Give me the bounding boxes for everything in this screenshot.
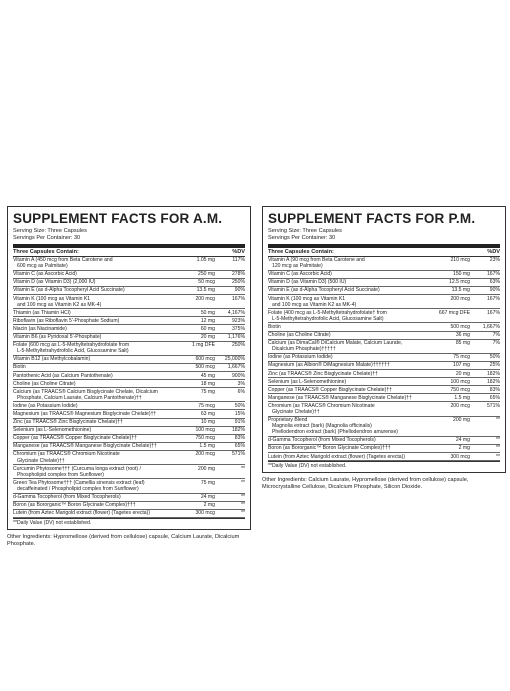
nutrient-name-line: L-5-Methyltetrahydrofolic Acid, Glucosamine Salt) <box>272 315 384 322</box>
nutrient-amount: 1.05 mg <box>196 257 215 264</box>
nutrient-dv: 375% <box>231 325 245 332</box>
nutrient-name <box>13 342 175 354</box>
nutrient-amount: 200 mg <box>198 465 215 472</box>
nutrient-row <box>13 510 245 518</box>
nutrient-row <box>13 279 245 287</box>
am-servings-per-container: Servings Per Container: 30 <box>13 234 81 241</box>
nutrient-name <box>268 296 430 308</box>
nutrient-row <box>13 494 245 502</box>
nutrient-row <box>13 364 245 372</box>
nutrient-dv: 571% <box>486 402 500 409</box>
nutrient-row <box>13 419 245 427</box>
nutrient-name-line: 600 mcg as Palmitate) <box>17 263 68 270</box>
nutrient-name <box>268 417 430 435</box>
nutrient-row <box>268 340 500 354</box>
nutrient-dv: ** <box>241 510 245 517</box>
nutrient-name-line: Calcium (as DimaCal® DiCalcium Malate, Calcium Laurate, <box>268 340 403 347</box>
nutrient-name-line: Calcium (as TRAACS® Calcium Bisglycinate Chelate, Dicalcium <box>13 388 158 395</box>
nutrient-name <box>268 362 430 368</box>
nutrient-name <box>13 451 175 463</box>
nutrient-name <box>13 435 175 441</box>
nutrient-name-line: Lutein (from Aztec Marigold extract (flower) (Tagetes erecta)) <box>13 510 151 517</box>
nutrient-dv: ** <box>496 445 500 452</box>
nutrient-name <box>268 279 430 285</box>
nutrient-name-line: Phosphate, Calcium Laurate, Calcium Pantothenate)†† <box>17 394 142 401</box>
nutrient-dv: ** <box>241 479 245 486</box>
nutrient-name-line: Pantothenic Acid (as Calcium Pantothenate) <box>13 372 113 379</box>
nutrient-dv: 6% <box>237 388 245 395</box>
nutrient-name <box>268 387 430 393</box>
nutrient-name <box>13 403 175 409</box>
nutrient-amount: 600 mcg <box>195 356 215 363</box>
nutrient-name <box>13 427 175 433</box>
nutrient-name-line: Vitamin A (90 mcg from Beta Carotene and <box>268 257 365 264</box>
nutrient-name-line: Biotin <box>13 364 26 371</box>
nutrient-name <box>13 296 175 308</box>
nutrient-amount: 500 mcg <box>450 323 470 330</box>
nutrient-name-line: Glycinate Chelate)†† <box>272 408 320 415</box>
nutrient-row <box>13 427 245 435</box>
nutrient-amount: 20 mg <box>455 370 470 377</box>
nutrient-dv: 65% <box>234 443 245 450</box>
nutrient-name <box>13 419 175 425</box>
nutrient-dv: 3% <box>237 380 245 387</box>
nutrient-amount: 150 mg <box>453 271 470 278</box>
nutrient-name-line: and 100 mcg as Vitamin K2 as MK-4) <box>17 301 102 308</box>
nutrient-name <box>268 310 430 322</box>
nutrient-name-line: Choline (as Choline Citrate) <box>13 380 76 387</box>
nutrient-amount: 24 mg <box>200 494 215 500</box>
pm-table-header <box>268 249 500 257</box>
nutrient-amount: 36 mg <box>455 332 470 339</box>
nutrient-name-line: Phospholipid complex from Sunflower) <box>17 471 104 478</box>
nutrient-name-line: Vitamin D (as Vitamin D3) (2,000 IU) <box>13 279 96 286</box>
nutrient-amount: 200 mcg <box>195 451 215 458</box>
am-table-header <box>13 249 245 257</box>
nutrient-row <box>268 287 500 295</box>
nutrient-name <box>13 257 175 269</box>
nutrient-name <box>268 271 430 277</box>
nutrient-name-line: Selenium (as L-Selenomethionine) <box>268 378 347 385</box>
nutrient-dv: 63% <box>489 279 500 286</box>
pm-serving-size: Serving Size: Three Capsules <box>268 228 342 234</box>
nutrient-row <box>13 257 245 271</box>
nutrient-name-line: Choline (as Choline Citrate) <box>268 332 331 339</box>
nutrient-dv: 167% <box>231 295 245 302</box>
nutrient-name <box>268 257 430 269</box>
nutrient-row <box>268 445 500 453</box>
nutrient-dv: 25% <box>489 362 500 369</box>
nutrient-name-line: Selenium (as L-Selenomethionine) <box>13 427 92 434</box>
nutrient-amount: 200 mcg <box>450 402 470 409</box>
nutrient-name <box>268 287 430 293</box>
nutrient-name-line: Proprietary Blend <box>268 417 308 424</box>
nutrient-amount: 100 mcg <box>450 378 470 385</box>
pm-facts-box <box>262 206 506 473</box>
nutrient-name-line: Vitamin C (as Ascorbic Acid) <box>13 271 77 278</box>
nutrient-amount: 750 mcg <box>195 435 215 442</box>
nutrient-dv: 25,000% <box>224 356 245 363</box>
am-header-name: Three Capsules Contain: <box>13 248 79 255</box>
nutrient-name <box>268 437 430 443</box>
nutrient-row <box>268 386 500 394</box>
nutrient-name-line: Copper (as TRAACS® Copper Bisglycinate Chelate)†† <box>268 386 392 393</box>
nutrient-amount: 13.5 mg <box>451 287 470 294</box>
nutrient-dv: 4,167% <box>227 309 245 316</box>
nutrient-name <box>13 510 175 516</box>
nutrient-name <box>13 381 175 387</box>
nutrient-name <box>268 354 430 360</box>
nutrient-dv: 7% <box>492 340 500 347</box>
nutrient-dv: 90% <box>234 287 245 294</box>
nutrient-row <box>268 354 500 362</box>
nutrient-dv: ** <box>241 494 245 500</box>
nutrient-row <box>268 453 500 461</box>
nutrient-dv: 50% <box>489 354 500 361</box>
nutrient-name <box>268 332 430 338</box>
nutrient-amount: 1.5 mg <box>199 443 215 450</box>
nutrient-dv: 923% <box>231 317 245 324</box>
nutrient-name-line: Iodine (as Potassium Iodide) <box>13 402 78 409</box>
nutrient-dv: 167% <box>486 309 500 316</box>
nutrient-name-line: L-5-Methyltetrahydrofolic Acid, Glucosamine Salt) <box>17 348 129 355</box>
nutrient-name <box>268 395 430 401</box>
nutrient-name-line: Manganese (as TRAACS® Manganese Bisglycinate Chelate)†† <box>268 394 412 401</box>
nutrient-name-line: Phellodendron extract (bark) (Phellodendron amurense) <box>272 429 398 436</box>
nutrient-row <box>268 437 500 445</box>
nutrient-dv: 278% <box>231 271 245 278</box>
nutrient-name-line: Vitamin K (100 mcg as Vitamin K1 <box>13 295 91 302</box>
nutrient-amount: 300 mcg <box>195 510 215 517</box>
nutrient-amount: 1 mg DFE <box>192 342 215 349</box>
nutrient-name-line: Chromium (as TRAACS® Chromium Nicotinate <box>268 402 375 409</box>
nutrient-dv: ** <box>496 417 500 424</box>
nutrient-dv: 90% <box>489 287 500 294</box>
nutrient-name-line: Magnesium (as Albion® DiMagnesium Malate)†††††† <box>268 362 390 369</box>
nutrient-dv: 15% <box>234 410 245 417</box>
nutrient-name-line: Magnesium (as TRAACS® Magnesium Bisglycinate Chelate)†† <box>13 410 157 417</box>
nutrient-name-line: Thiamin (as Thiamin HCl) <box>13 309 71 316</box>
nutrient-amount: 20 mg <box>200 334 215 341</box>
am-facts-box <box>7 206 251 530</box>
nutrient-row <box>13 372 245 380</box>
nutrient-row <box>268 271 500 279</box>
nutrient-amount: 200 mcg <box>450 295 470 302</box>
nutrient-name <box>268 371 430 377</box>
nutrient-name-line: 120 mcg as Palmitate) <box>272 263 323 270</box>
nutrient-row <box>268 394 500 402</box>
nutrient-name-line: and 100 mcg as Vitamin K2 as MK-4) <box>272 301 357 308</box>
nutrient-name <box>13 389 175 401</box>
nutrient-amount: 85 mg <box>455 340 470 347</box>
nutrient-dv: 91% <box>234 419 245 426</box>
nutrient-name-line: Dicalcium Phosphate)††††† <box>272 346 336 353</box>
nutrient-row <box>268 279 500 287</box>
nutrient-row <box>13 465 245 479</box>
pm-header-dv: %DV <box>487 248 500 255</box>
nutrient-name-line: Niacin (as Niacinamide) <box>13 325 67 332</box>
nutrient-name <box>268 340 430 352</box>
nutrient-amount: 300 mcg <box>450 453 470 460</box>
nutrient-amount: 500 mcg <box>195 364 215 371</box>
nutrient-name-line: Vitamin B6 (as Pyridoxal 5'-Phosphate) <box>13 334 102 341</box>
nutrient-name-line: Green Tea Phytosome††† (Camellia sinensis extract (leaf) <box>13 479 145 486</box>
pm-rows <box>268 257 500 462</box>
nutrient-name-line: Manganese (as TRAACS® Manganese Bisglycinate Chelate)†† <box>13 443 157 450</box>
nutrient-dv: ** <box>496 437 500 444</box>
nutrient-amount: 75 mg <box>200 388 215 395</box>
nutrient-amount: 667 mcg DFE <box>438 309 470 316</box>
nutrient-name <box>13 356 175 362</box>
nutrient-amount: 75 mcg <box>198 402 215 409</box>
nutrient-row <box>268 417 500 437</box>
nutrient-row <box>268 257 500 271</box>
nutrient-dv: 571% <box>231 451 245 458</box>
nutrient-name-line: Vitamin B12 (as Methylcobalamin) <box>13 356 91 363</box>
nutrient-name <box>268 445 430 451</box>
nutrient-name <box>13 364 175 370</box>
nutrient-name-line: Vitamin K (100 mcg as Vitamin K1 <box>268 295 346 302</box>
nutrient-name <box>13 443 175 449</box>
nutrient-amount: 2 mg <box>458 445 470 452</box>
pm-other-ingredients: Other Ingredients: Calcium Laurate, Hypromellose (derived from cellulose) capsule, Microcrystalline Cellulose, Dicalcium Phosphate, Silicon Dioxide. <box>262 477 469 491</box>
nutrient-row <box>268 309 500 323</box>
nutrient-amount: 250 mg <box>198 271 215 278</box>
nutrient-amount: 63 mg <box>200 410 215 417</box>
nutrient-amount: 75 mg <box>200 479 215 486</box>
nutrient-row <box>13 309 245 317</box>
nutrient-name-line: Curcumin Phytosome††† (Curcuma longa extract (root) / <box>13 465 141 472</box>
nutrient-name <box>13 326 175 332</box>
nutrient-amount: 1.5 mg <box>454 394 470 401</box>
nutrient-dv: 23% <box>489 257 500 264</box>
nutrient-name <box>13 318 175 324</box>
nutrient-amount: 13.5 mg <box>196 287 215 294</box>
nutrient-name-line: decaffeinated / Phospholipid complex from Sunflower) <box>17 485 139 492</box>
nutrient-amount: 10 mg <box>200 419 215 426</box>
nutrient-dv: ** <box>241 502 245 509</box>
nutrient-row <box>268 332 500 340</box>
pm-header-name: Three Capsules Contain: <box>268 248 334 255</box>
nutrient-dv: 182% <box>231 427 245 434</box>
nutrient-name-line: Folate (600 mcg as L-5-Methyltetrahydrofolate from <box>13 342 130 349</box>
nutrient-amount: 12.5 mcg <box>449 279 470 286</box>
nutrient-amount: 12 mg <box>200 317 215 324</box>
nutrient-name <box>13 373 175 379</box>
nutrient-row <box>13 317 245 325</box>
nutrient-name-line: d-Gamma Tocopherol (from Mixed Tocopherols) <box>13 494 121 500</box>
am-other-ingredients: Other Ingredients: Hypromellose (derived from cellulose) capsule, Calcium Laurate, Dicalcium Phosphate. <box>7 533 240 547</box>
nutrient-name-line: Riboflavin (as Riboflavin 5'-Phosphate Sodium) <box>13 317 120 324</box>
nutrient-dv: 1,667% <box>227 364 245 371</box>
am-divider <box>13 244 245 248</box>
nutrient-name <box>13 271 175 277</box>
nutrient-name-line: Iodine (as Potassium Iodide) <box>268 354 333 361</box>
nutrient-row <box>268 378 500 386</box>
nutrient-amount: 200 mg <box>453 417 470 424</box>
pm-footnote: **Daily Value (DV) not established. <box>268 461 500 469</box>
nutrient-name-line: Vitamin E (as d-Alpha Tocopheryl Acid Succinate) <box>268 287 380 294</box>
nutrient-amount: 75 mcg <box>453 354 470 361</box>
pm-servings-per-container: Servings Per Container: 30 <box>268 234 336 241</box>
nutrient-dv: 83% <box>234 435 245 442</box>
nutrient-amount: 750 mcg <box>450 386 470 393</box>
nutrient-dv: 65% <box>489 394 500 401</box>
nutrient-dv: 250% <box>231 279 245 286</box>
nutrient-row <box>13 334 245 342</box>
nutrient-name-line: Copper (as TRAACS® Copper Bisglycinate Chelate)†† <box>13 435 137 442</box>
nutrient-name <box>268 379 430 385</box>
nutrient-name <box>13 466 175 478</box>
nutrient-amount: 200 mcg <box>195 295 215 302</box>
nutrient-row <box>13 380 245 388</box>
nutrient-amount: 24 mg <box>455 437 470 444</box>
nutrient-dv: 1,667% <box>482 323 500 330</box>
nutrient-dv: 900% <box>231 372 245 379</box>
pm-divider <box>268 244 500 248</box>
nutrient-row <box>13 388 245 402</box>
nutrient-row <box>13 443 245 451</box>
nutrient-name <box>13 480 175 492</box>
nutrient-row <box>13 479 245 493</box>
nutrient-name-line: Lutein (from Aztec Marigold extract (flower) (Tagetes erecta)) <box>268 453 406 460</box>
nutrient-row <box>13 342 245 356</box>
nutrient-dv: 167% <box>486 271 500 278</box>
nutrient-dv: 250% <box>231 342 245 349</box>
nutrient-name <box>13 287 175 293</box>
pm-title: SUPPLEMENT FACTS FOR P.M. <box>268 211 476 226</box>
nutrient-amount: 107 mg <box>453 362 470 369</box>
nutrient-row <box>268 295 500 309</box>
nutrient-dv: 182% <box>486 378 500 385</box>
nutrient-row <box>268 402 500 416</box>
nutrient-dv: 50% <box>234 402 245 409</box>
am-serving-size: Serving Size: Three Capsules <box>13 228 87 234</box>
nutrient-row <box>13 325 245 333</box>
nutrient-name-line: Vitamin C (as Ascorbic Acid) <box>268 271 332 278</box>
nutrient-name <box>268 403 430 415</box>
nutrient-row <box>13 502 245 510</box>
am-panel <box>7 206 251 548</box>
nutrient-row <box>13 451 245 465</box>
nutrient-name-line: Zinc (as TRAACS® Zinc Bisglycinate Chelate)†† <box>13 419 123 426</box>
nutrient-row <box>268 323 500 331</box>
nutrient-name <box>13 310 175 316</box>
nutrient-name-line: Magnolia extract (bark) (Magnolia officinalis) <box>272 423 372 430</box>
nutrient-row <box>13 435 245 443</box>
am-header-dv: %DV <box>232 248 245 255</box>
nutrient-name-line: d-Gamma Tocopherol (from Mixed Tocopherols) <box>268 437 376 444</box>
nutrient-dv: 167% <box>486 295 500 302</box>
nutrient-row <box>268 362 500 370</box>
nutrient-name-line: Zinc (as TRAACS® Zinc Bisglycinate Chelate)†† <box>268 370 378 377</box>
nutrient-name-line: Folate (400 mcg as L-5-Methyltetrahydrofolate† from <box>268 309 387 316</box>
nutrient-name <box>13 279 175 285</box>
nutrient-name-line: Vitamin E (as d-Alpha Tocopheryl Acid Succinate) <box>13 287 125 294</box>
nutrient-row <box>13 295 245 309</box>
nutrient-name-line: Chromium (as TRAACS® Chromium Nicotinate <box>13 451 120 458</box>
nutrient-row <box>13 410 245 418</box>
nutrient-dv: 83% <box>489 386 500 393</box>
nutrient-amount: 50 mcg <box>198 279 215 286</box>
nutrient-amount: 210 mcg <box>450 257 470 264</box>
nutrient-name <box>13 334 175 340</box>
nutrient-name-line: Biotin <box>268 323 281 330</box>
nutrient-row <box>13 271 245 279</box>
nutrient-name-line: Vitamin D (as Vitamin D3) (500 IU) <box>268 279 347 286</box>
nutrient-name <box>268 454 430 460</box>
nutrient-name-line: Boron (as Bororganic™ Boron Glycinate Complex)††† <box>13 502 136 509</box>
nutrient-amount: 18 mg <box>200 380 215 387</box>
nutrient-amount: 50 mg <box>200 309 215 316</box>
nutrient-dv: 117% <box>232 257 245 264</box>
nutrient-amount: 2 mg <box>203 502 215 509</box>
am-footnote: **Daily Value (DV) not established. <box>13 518 245 526</box>
nutrient-row <box>13 356 245 364</box>
nutrient-name <box>13 411 175 417</box>
nutrient-row <box>13 402 245 410</box>
am-rows <box>13 257 245 518</box>
nutrient-amount: 100 mcg <box>195 427 215 434</box>
nutrient-amount: 60 mg <box>200 325 215 332</box>
nutrient-dv: ** <box>496 453 500 460</box>
nutrient-dv: 182% <box>486 370 500 377</box>
nutrient-name-line: Glycinate Chelate)†† <box>17 457 65 464</box>
nutrient-name-line: Boron (as Bororganic™ Boron Glycinate Complex)††† <box>268 445 391 452</box>
nutrient-name-line: Vitamin A (450 mcg from Beta Carotene and <box>13 257 113 264</box>
am-title: SUPPLEMENT FACTS FOR A.M. <box>13 211 223 226</box>
nutrient-row <box>13 287 245 295</box>
nutrient-dv: ** <box>241 465 245 472</box>
nutrient-name <box>13 494 175 500</box>
nutrient-amount: 45 mg <box>200 372 215 379</box>
nutrient-dv: 7% <box>492 332 500 339</box>
nutrient-dv: 1,176% <box>227 334 245 341</box>
nutrient-name <box>13 502 175 508</box>
nutrient-name <box>268 324 430 330</box>
nutrient-row <box>268 370 500 378</box>
pm-panel <box>262 206 506 491</box>
